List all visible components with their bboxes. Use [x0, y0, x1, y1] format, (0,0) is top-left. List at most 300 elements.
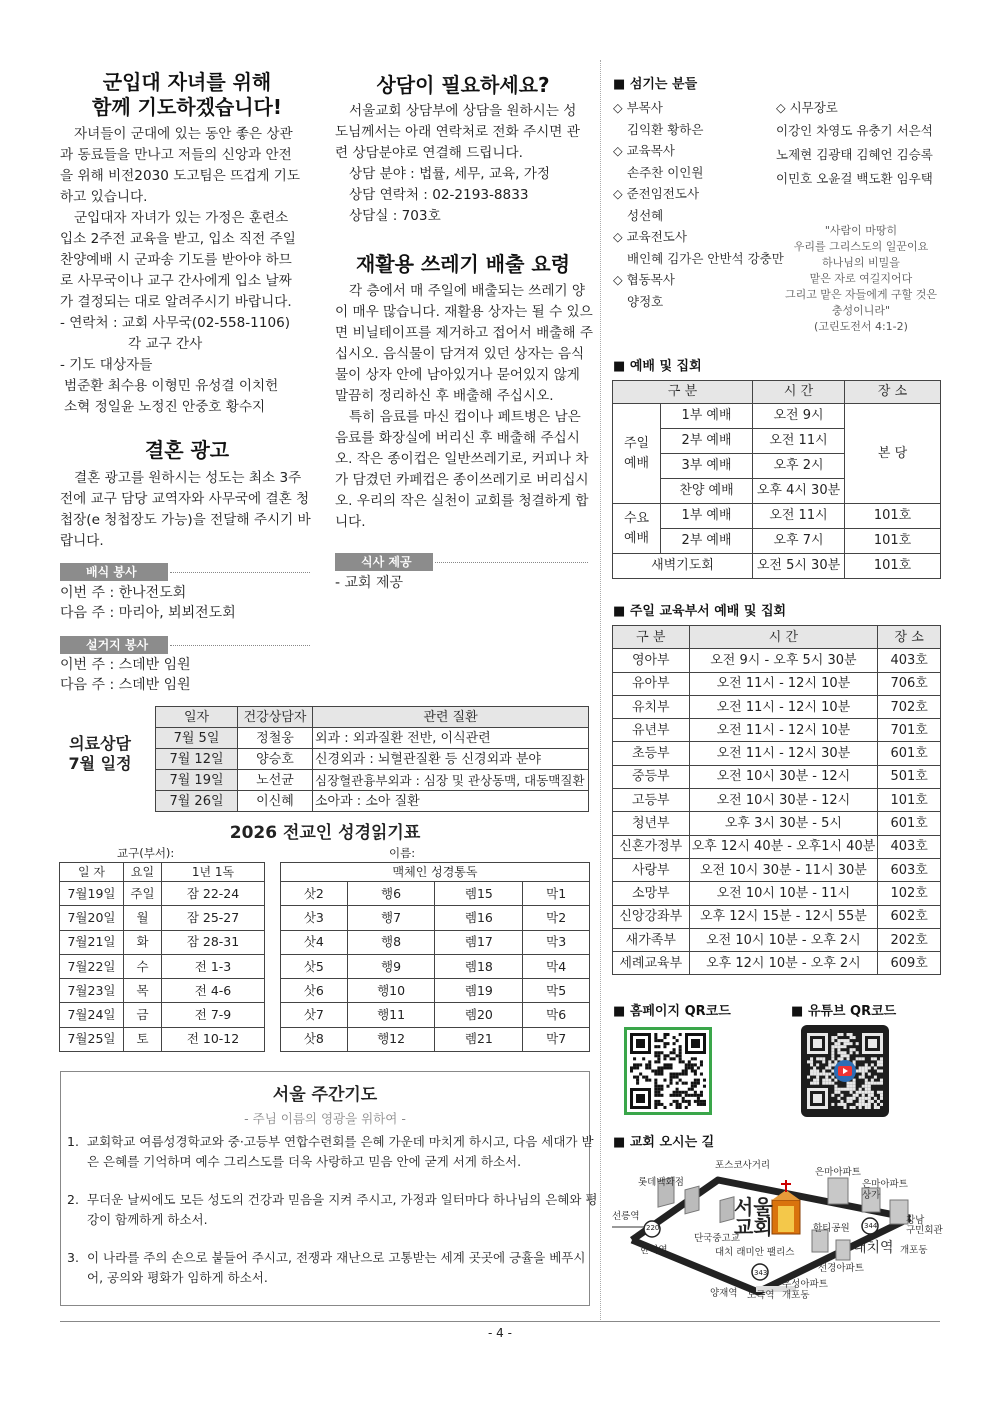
- verse-line: 그리고 맡은 자들에게 구할 것은: [784, 288, 938, 301]
- table-row: [613, 952, 941, 975]
- dept-place: 501호: [878, 765, 941, 788]
- dept-place: 601호: [878, 812, 941, 835]
- map-label-dogok: 도곡역: [747, 1290, 775, 1301]
- map-label-eunma: 은마아파트: [862, 1179, 908, 1190]
- bible-reading: 전 7-9: [162, 1003, 265, 1027]
- table-row: [613, 649, 941, 672]
- meal-service-label: 배식 봉사: [60, 563, 168, 581]
- recycle-text: 면 비닐테이프를 제거하고 접어서 배출해 주: [335, 325, 593, 341]
- dept-place: 706호: [878, 672, 941, 695]
- sunday-label-line: 예배: [623, 455, 650, 471]
- meal-service-header: [60, 563, 310, 581]
- military-title-line2: 함께 기도하겠습니다!: [92, 95, 282, 119]
- education-header: 장 소: [878, 626, 941, 649]
- bible-header: 일 자: [60, 863, 124, 882]
- table-row: [281, 954, 590, 978]
- service-place: 101호: [845, 554, 941, 579]
- prayer-targets-label: - 기도 대상자들: [60, 357, 153, 373]
- servant-names: 성선혜: [627, 207, 664, 223]
- dept-name: 소망부: [613, 882, 690, 905]
- bible-reading: 렘15: [435, 882, 523, 906]
- prayer-item: [67, 1190, 598, 1230]
- worship-title-text: 예배 및 집회: [629, 359, 702, 374]
- servant-role: ◇ 교육전도사: [613, 229, 687, 244]
- servant-names: 이민호 오윤걸 백도환 임우택: [776, 170, 933, 186]
- counsel-fields: 상담 분야 : 법률, 세무, 교육, 가정: [349, 166, 551, 182]
- bible-reading: 행7: [347, 906, 435, 930]
- prayer-item-text: 강이 함께하게 하소서.: [87, 1212, 208, 1227]
- servant-names: 배인혜 김가은 안반석 강충만: [627, 250, 784, 266]
- verse-line: (고린도전서 4:1-2): [814, 320, 908, 333]
- education-header: 구 분: [613, 626, 690, 649]
- medical-field: 신경외과 : 뇌혈관질환 등 신경외과 분야: [313, 749, 589, 770]
- youtube-qr-title: ■ 유튜브 QR코드: [791, 1004, 897, 1019]
- table-row: [613, 672, 941, 695]
- bible-reading: 행9: [347, 954, 435, 978]
- service-place: 101호: [845, 529, 941, 554]
- service-time: 오후 2시: [753, 454, 845, 479]
- table-row: [281, 906, 590, 930]
- dept-name: 새가족부: [613, 928, 690, 951]
- medical-field: 외과 : 외과질환 전반, 이식관련: [313, 728, 589, 749]
- map-label-yangjae: 양재역: [710, 1288, 738, 1299]
- servants-right: [776, 97, 946, 191]
- recycle-text: 음료를 화장실에 버리신 후 배출해 주십시: [335, 430, 580, 446]
- medical-label: [60, 734, 140, 774]
- service-time: 오전 11시: [753, 504, 845, 529]
- dish-service-label: 설거지 봉사: [60, 636, 168, 654]
- education-title: ■ 주일 교육부서 예배 및 집회: [613, 604, 787, 619]
- medical-doctor: 양승호: [238, 749, 313, 770]
- servant-names: 노제현 김광태 김혜언 김승록: [776, 146, 933, 162]
- dish-service-header: [60, 636, 310, 654]
- worship-title: ■ 예배 및 집회: [613, 359, 702, 374]
- military-prayer-section: [60, 70, 314, 418]
- dept-time: 오후 12시 40분 - 오후1시 40분: [689, 835, 878, 858]
- bible-header: 맥체인 성경통독: [281, 863, 590, 882]
- prayer-item-text: 은 은혜를 기억하며 예수 그리스도를 더욱 사랑하고 믿음 안에 굳게 서게 하소서.: [87, 1154, 522, 1169]
- bible-reading: 막1: [523, 882, 590, 906]
- dept-time: 오전 10시 10분 - 오후 2시: [689, 928, 878, 951]
- table-row: [60, 906, 265, 930]
- table-row: [613, 789, 941, 812]
- map-label-daechi-apt: 대치 래미안 팰리스: [715, 1247, 795, 1258]
- dept-place: 101호: [878, 789, 941, 812]
- map-label-gumin: 구민회관: [906, 1225, 943, 1236]
- bible-reading: 막2: [523, 906, 590, 930]
- service-time: 오전 11시: [753, 429, 845, 454]
- map-label-gaepo2: 개포동: [782, 1290, 810, 1301]
- bible-date: 7월23일: [60, 979, 124, 1003]
- medical-field: 심장혈관흉부외과 : 심장 및 관상동맥, 대동맥질환: [313, 770, 589, 791]
- service-name: 1부 예배: [661, 404, 753, 429]
- recycle-text: 각 층에서 매 주일에 배출되는 쓰레기 양: [349, 283, 586, 299]
- servant-names: 이강인 차영도 유충기 서은석: [776, 122, 933, 138]
- bible-reading: 렘16: [435, 906, 523, 930]
- bible-reading: 행10: [347, 979, 435, 1003]
- recycle-text: 오. 우리의 작은 실천이 교회를 청결하게 합: [335, 493, 589, 509]
- military-text: 로 사무국이나 교구 간사에게 입소 날짜: [60, 273, 292, 289]
- medical-label-line2: 7월 일정: [68, 754, 132, 773]
- table-row: [281, 882, 590, 906]
- dept-name: 사랑부: [613, 858, 690, 881]
- dept-place: 601호: [878, 742, 941, 765]
- map-label-woosung: 우성아파트: [782, 1279, 828, 1290]
- food-label: 식사 제공: [335, 553, 433, 571]
- military-text: 하고 있습니다.: [60, 189, 148, 205]
- bible-reading: 전 4-6: [162, 979, 265, 1003]
- worship-table: [612, 380, 941, 579]
- table-row: [156, 770, 589, 791]
- bible-reading: 삿6: [281, 979, 348, 1003]
- map-title-text: 교회 오시는 길: [629, 1135, 715, 1150]
- map: [610, 1152, 942, 1310]
- home-qr-title: ■ 홈페이지 QR코드: [613, 1004, 731, 1019]
- recycle-section: [335, 252, 591, 533]
- map-label-hanti: 한티역: [640, 1245, 668, 1256]
- dept-place: 701호: [878, 719, 941, 742]
- map-label-seolleung: 선릉역: [612, 1211, 640, 1222]
- bible-title: 2026 전교인 성경읽기표: [229, 823, 421, 843]
- dept-time: 오전 10시 30분 - 12시: [689, 789, 878, 812]
- meal-next-week: 다음 주 : 마리아, 뵈뵈전도회: [60, 605, 236, 621]
- divider: [170, 645, 310, 646]
- bible-reading: 행8: [347, 930, 435, 954]
- bible-reading: 막3: [523, 930, 590, 954]
- map-label-dankook: 단국중고교: [694, 1233, 740, 1244]
- bible-verse: [776, 223, 946, 335]
- dept-place: 609호: [878, 952, 941, 975]
- servant-names: 김익환 황하은: [627, 121, 704, 137]
- table-row: [613, 404, 941, 429]
- counsel-text: 도님께서는 아래 연락처로 전화 주시면 관: [335, 124, 580, 140]
- map-label-seongyeong: 선경아파트: [818, 1263, 864, 1274]
- dept-time: 오전 11시 - 12시 10분: [689, 719, 878, 742]
- education-header: 시 간: [689, 626, 878, 649]
- worship-header: 구 분: [613, 381, 753, 404]
- map-label-eunma: 은마아파트: [815, 1167, 861, 1178]
- medical-header: 일자: [156, 707, 238, 728]
- military-text: 자녀들이 군대에 있는 동안 좋은 상관: [74, 126, 293, 142]
- service-place: 본 당: [845, 404, 941, 504]
- service-time: 오후 7시: [753, 529, 845, 554]
- table-row: [613, 504, 941, 529]
- dept-place: 403호: [878, 835, 941, 858]
- dept-time: 오후 12시 10분 - 오후 2시: [689, 952, 878, 975]
- sunday-label-line: 주일: [623, 435, 650, 451]
- education-table: [612, 625, 941, 975]
- dept-name: 신앙강좌부: [613, 905, 690, 928]
- bible-day: 금: [124, 1003, 162, 1027]
- table-row: [613, 905, 941, 928]
- dept-name: 유아부: [613, 672, 690, 695]
- qr-pattern-icon: [801, 1025, 889, 1117]
- medical-header: 관련 질환: [313, 707, 589, 728]
- bible-reading: 삿4: [281, 930, 348, 954]
- wedding-text: 첩장(e 청첩장도 가능)을 전달해 주시기 바: [60, 512, 311, 528]
- prayer-targets: 범준환 최수용 이형민 유성결 이치헌: [64, 378, 279, 394]
- medical-doctor: 이신혜: [238, 791, 313, 812]
- military-contact: - 연락처 : 교회 사무국(02-558-1106): [60, 315, 291, 331]
- military-text: 가 결정되는 대로 알려주시기 바랍니다.: [60, 294, 292, 310]
- dept-place: 702호: [878, 695, 941, 718]
- prayer-item-text: 교회학교 여름성경학교와 중·고등부 연합수련회를 은혜 가운데 마치게 하시고, 다음 세대가 받: [87, 1134, 594, 1149]
- bible-date: 7월20일: [60, 906, 124, 930]
- medical-field: 소아과 : 소아 질환: [313, 791, 589, 812]
- page-number: - 4 -: [488, 1326, 512, 1340]
- verse-line: 하나님의 비밀을: [822, 256, 900, 269]
- bible-reading: 막5: [523, 979, 590, 1003]
- service-name: 찬양 예배: [661, 479, 753, 504]
- medical-table: [155, 706, 589, 812]
- wed-label: [613, 504, 661, 554]
- recycle-text: 십시오. 음식물이 담겨져 있던 상자는 음식: [335, 346, 585, 362]
- bible-name-label: 이름:: [389, 846, 416, 860]
- dept-name: 신혼가정부: [613, 835, 690, 858]
- bible-reading: 렘20: [435, 1003, 523, 1027]
- counsel-text: 서울교회 상담부에 상담을 원하시는 성: [349, 103, 577, 119]
- map-label-sanga: 상가: [862, 1190, 881, 1201]
- service-name: 2부 예배: [661, 429, 753, 454]
- map-label-station: 343: [754, 1269, 768, 1277]
- dept-time: 오전 11시 - 12시 10분: [689, 672, 878, 695]
- military-text: 찬양예배 시 군파송 기도를 받아야 하므: [60, 252, 292, 268]
- servant-names: 양정호: [627, 293, 664, 309]
- map-label-gaepo: 개포동: [900, 1245, 928, 1256]
- recycle-text: 이 매우 많습니다. 재활용 상자는 될 수 있으: [335, 304, 593, 320]
- verse-line: 충성이니라": [831, 304, 891, 317]
- prayer-item-text: 이 나라를 주의 손으로 붙들어 주시고, 전쟁과 재난으로 고통받는 세계 곳곳에 긍휼을 베푸시: [87, 1250, 586, 1265]
- divider: [435, 562, 588, 563]
- bible-date: 7월22일: [60, 954, 124, 978]
- verse-line: 우리를 그리스도의 일꾼이요: [793, 240, 929, 253]
- table-row: [156, 791, 589, 812]
- table-row: [613, 928, 941, 951]
- dept-name: 유치부: [613, 695, 690, 718]
- map-label-station: 220: [646, 1224, 660, 1232]
- table-row: [613, 529, 941, 554]
- recycle-text: 오. 작은 종이컵은 일반쓰레기로, 커피나 차: [335, 451, 589, 467]
- medical-date: 7월 12일: [156, 749, 238, 770]
- bible-reading: 막4: [523, 954, 590, 978]
- table-row: [281, 930, 590, 954]
- bible-reading: 행12: [347, 1027, 435, 1051]
- bible-reading: 삿5: [281, 954, 348, 978]
- education-title-text: 주일 교육부서 예배 및 집회: [629, 604, 787, 619]
- weekly-prayer-box: [60, 1071, 598, 1306]
- home-qr-title-text: 홈페이지 QR코드: [629, 1004, 731, 1019]
- dept-time: 오전 10시 30분 - 12시: [689, 765, 878, 788]
- bible-date: 7월24일: [60, 1003, 124, 1027]
- map-label-hanti-park: 한티공원: [813, 1223, 850, 1234]
- military-text: 과 동료들을 만나고 저들의 신앙과 안전: [60, 147, 292, 163]
- service-name: 2부 예배: [661, 529, 753, 554]
- map-church-line: 서울: [734, 1195, 773, 1219]
- recycle-text: 가 담겼던 카페컵은 종이쓰레기로 버리십시: [335, 472, 589, 488]
- prayer-subtitle: - 주님 이름의 영광을 위하여 -: [244, 1111, 406, 1126]
- bible-day: 수: [124, 954, 162, 978]
- counsel-text: 련 상담분야로 연결해 드립니다.: [335, 145, 523, 161]
- service-name: 1부 예배: [661, 504, 753, 529]
- bible-header: 요일: [124, 863, 162, 882]
- service-place: 101호: [845, 504, 941, 529]
- servants-left: [613, 97, 783, 312]
- dept-name: 세례교육부: [613, 952, 690, 975]
- prayer-item-text: 무더운 날씨에도 모든 성도의 건강과 믿음을 지켜 주시고, 가정과 일터마다 하나님의 은혜와 평: [87, 1192, 598, 1207]
- verse-line: "사람이 마땅히: [824, 224, 898, 237]
- wed-label-line: 수요: [623, 510, 650, 526]
- dept-name: 유년부: [613, 719, 690, 742]
- table-row: [60, 1027, 265, 1051]
- recycle-text: 물이 상자 안에 남아있거나 묻어있지 않게: [335, 367, 580, 383]
- recycle-text: 특히 음료를 마신 컵이나 페트병은 남은: [349, 409, 581, 425]
- table-row: [60, 954, 265, 978]
- bible-reading: 삿8: [281, 1027, 348, 1051]
- bible-date: 7월19일: [60, 882, 124, 906]
- military-text: 입소 2주전 교육을 받고, 입소 직전 주일: [60, 231, 296, 247]
- bible-reading: 잠 28-31: [162, 930, 265, 954]
- table-row: [613, 742, 941, 765]
- servant-role: ◇ 부목사: [613, 100, 663, 115]
- table-row: [613, 765, 941, 788]
- servant-role: ◇ 준전임전도사: [613, 186, 700, 201]
- table-row: [156, 728, 589, 749]
- wedding-title: 결혼 광고: [144, 438, 230, 462]
- counsel-title: 상담이 필요하세요?: [376, 73, 550, 97]
- map-church-line: 교회: [734, 1215, 773, 1239]
- medical-header: 건강상담자: [238, 707, 313, 728]
- map-label-gangnam: 강남: [906, 1215, 925, 1226]
- dept-name: 고등부: [613, 789, 690, 812]
- dept-time: 오전 11시 - 12시 30분: [689, 742, 878, 765]
- table-row: [613, 858, 941, 881]
- prayer-item-num: 1.: [67, 1134, 79, 1149]
- dept-time: 오전 10시 10분 - 11시: [689, 882, 878, 905]
- dept-name: 중등부: [613, 765, 690, 788]
- bible-day: 토: [124, 1027, 162, 1051]
- divider: [170, 572, 310, 573]
- table-row: [613, 719, 941, 742]
- bible-reading: 삿3: [281, 906, 348, 930]
- prayer-title: 서울 주간기도: [272, 1085, 378, 1105]
- service-time: 오전 9시: [753, 404, 845, 429]
- bible-reading: 막6: [523, 1003, 590, 1027]
- medical-date: 7월 5일: [156, 728, 238, 749]
- service-time: 오후 4시 30분: [753, 479, 845, 504]
- medical-date: 7월 26일: [156, 791, 238, 812]
- recycle-text: 말끔히 정리하신 후 배출해 주십시오.: [335, 388, 554, 404]
- wedding-text: 결혼 광고를 원하시는 성도는 최소 3주: [74, 470, 302, 486]
- youtube-qr-code[interactable]: [801, 1025, 889, 1117]
- service-time: 오전 5시 30분: [753, 554, 845, 579]
- prayer-item-num: 2.: [67, 1192, 79, 1207]
- verse-line: 맡은 자로 여길지어다: [809, 272, 913, 285]
- military-contact-2: 각 교구 간사: [128, 336, 203, 352]
- prayer-targets: 소혁 정일윤 노정진 안중호 황수지: [64, 399, 266, 415]
- servant-role: ◇ 협동목사: [613, 272, 675, 287]
- map-label-posco: 포스코사거리: [715, 1160, 771, 1171]
- table-row: [281, 1003, 590, 1027]
- dept-time: 오후 3시 30분 - 5시: [689, 812, 878, 835]
- table-row: [613, 835, 941, 858]
- food-header: [335, 553, 588, 571]
- dept-name: 청년부: [613, 812, 690, 835]
- servants-title: ■ 섬기는 분들: [613, 77, 698, 92]
- bible-reading: 전 1-3: [162, 954, 265, 978]
- dept-time: 오전 9시 - 오후 5시 30분: [689, 649, 878, 672]
- wedding-text: 전에 교구 담당 교역자와 사무국에 결혼 청: [60, 491, 310, 507]
- dept-place: 603호: [878, 858, 941, 881]
- medical-doctor: 노선균: [238, 770, 313, 791]
- bible-header: 1년 1독: [162, 863, 265, 882]
- counsel-phone: 상담 연락처 : 02-2193-8833: [349, 187, 529, 203]
- dept-name: 초등부: [613, 742, 690, 765]
- food-line: - 교회 제공: [335, 575, 404, 591]
- prayer-item-num: 3.: [67, 1250, 79, 1265]
- worship-header: 시 간: [753, 381, 845, 404]
- dept-place: 202호: [878, 928, 941, 951]
- table-row: [613, 695, 941, 718]
- dept-name: 영아부: [613, 649, 690, 672]
- dept-place: 102호: [878, 882, 941, 905]
- dept-time: 오후 12시 15분 - 12시 55분: [689, 905, 878, 928]
- service-name: 3부 예배: [661, 454, 753, 479]
- bible-day: 주일: [124, 882, 162, 906]
- prayer-item: [67, 1132, 594, 1172]
- bible-reading: 막7: [523, 1027, 590, 1051]
- table-row: [281, 1027, 590, 1051]
- dish-next-week: 다음 주 : 스데반 임원: [60, 677, 191, 693]
- table-row: [613, 554, 941, 579]
- bible-reading: 렘17: [435, 930, 523, 954]
- servant-role: ◇ 교육목사: [613, 143, 675, 158]
- bible-day: 화: [124, 930, 162, 954]
- bible-reading: 전 10-12: [162, 1027, 265, 1051]
- bible-reading: 렘18: [435, 954, 523, 978]
- bible-reading: 삿7: [281, 1003, 348, 1027]
- table-row: [60, 930, 265, 954]
- counsel-room: 상담실 : 703호: [349, 208, 441, 224]
- military-text: 군입대자 자녀가 있는 가정은 훈련소: [74, 210, 289, 226]
- map-label-daechi-station: 대치역: [853, 1240, 894, 1256]
- bible-reading: 행11: [347, 1003, 435, 1027]
- military-title-line1: 군입대 자녀를 위해: [102, 70, 272, 94]
- table-row: [613, 812, 941, 835]
- bible-reading: 잠 22-24: [162, 882, 265, 906]
- table-row: [60, 1003, 265, 1027]
- wed-label-line: 예배: [623, 530, 650, 546]
- home-qr-code[interactable]: [624, 1027, 712, 1115]
- military-text: 을 위해 비전2030 도고팀은 뜨겁게 기도: [60, 168, 301, 184]
- dept-time: 오전 11시 - 12시 10분: [689, 695, 878, 718]
- medical-date: 7월 19일: [156, 770, 238, 791]
- bible-reading: 렘21: [435, 1027, 523, 1051]
- map-label-station: 344: [864, 1222, 878, 1230]
- bible-reading: 렘19: [435, 979, 523, 1003]
- bible-reading: 행6: [347, 882, 435, 906]
- dept-time: 오전 10시 30분 - 11시 30분: [689, 858, 878, 881]
- recycle-title: 재활용 쓰레기 배출 요령: [355, 252, 571, 276]
- bible-day: 월: [124, 906, 162, 930]
- wedding-text: 랍니다.: [60, 533, 104, 549]
- dish-this-week: 이번 주 : 스데반 임원: [60, 657, 191, 673]
- medical-doctor: 정철웅: [238, 728, 313, 749]
- medical-label-line1: 의료상담: [69, 734, 131, 753]
- table-row: [613, 882, 941, 905]
- servant-role: ◇ 시무장로: [776, 100, 838, 115]
- youtube-qr-title-text: 유튜브 QR코드: [807, 1004, 897, 1019]
- dept-place: 602호: [878, 905, 941, 928]
